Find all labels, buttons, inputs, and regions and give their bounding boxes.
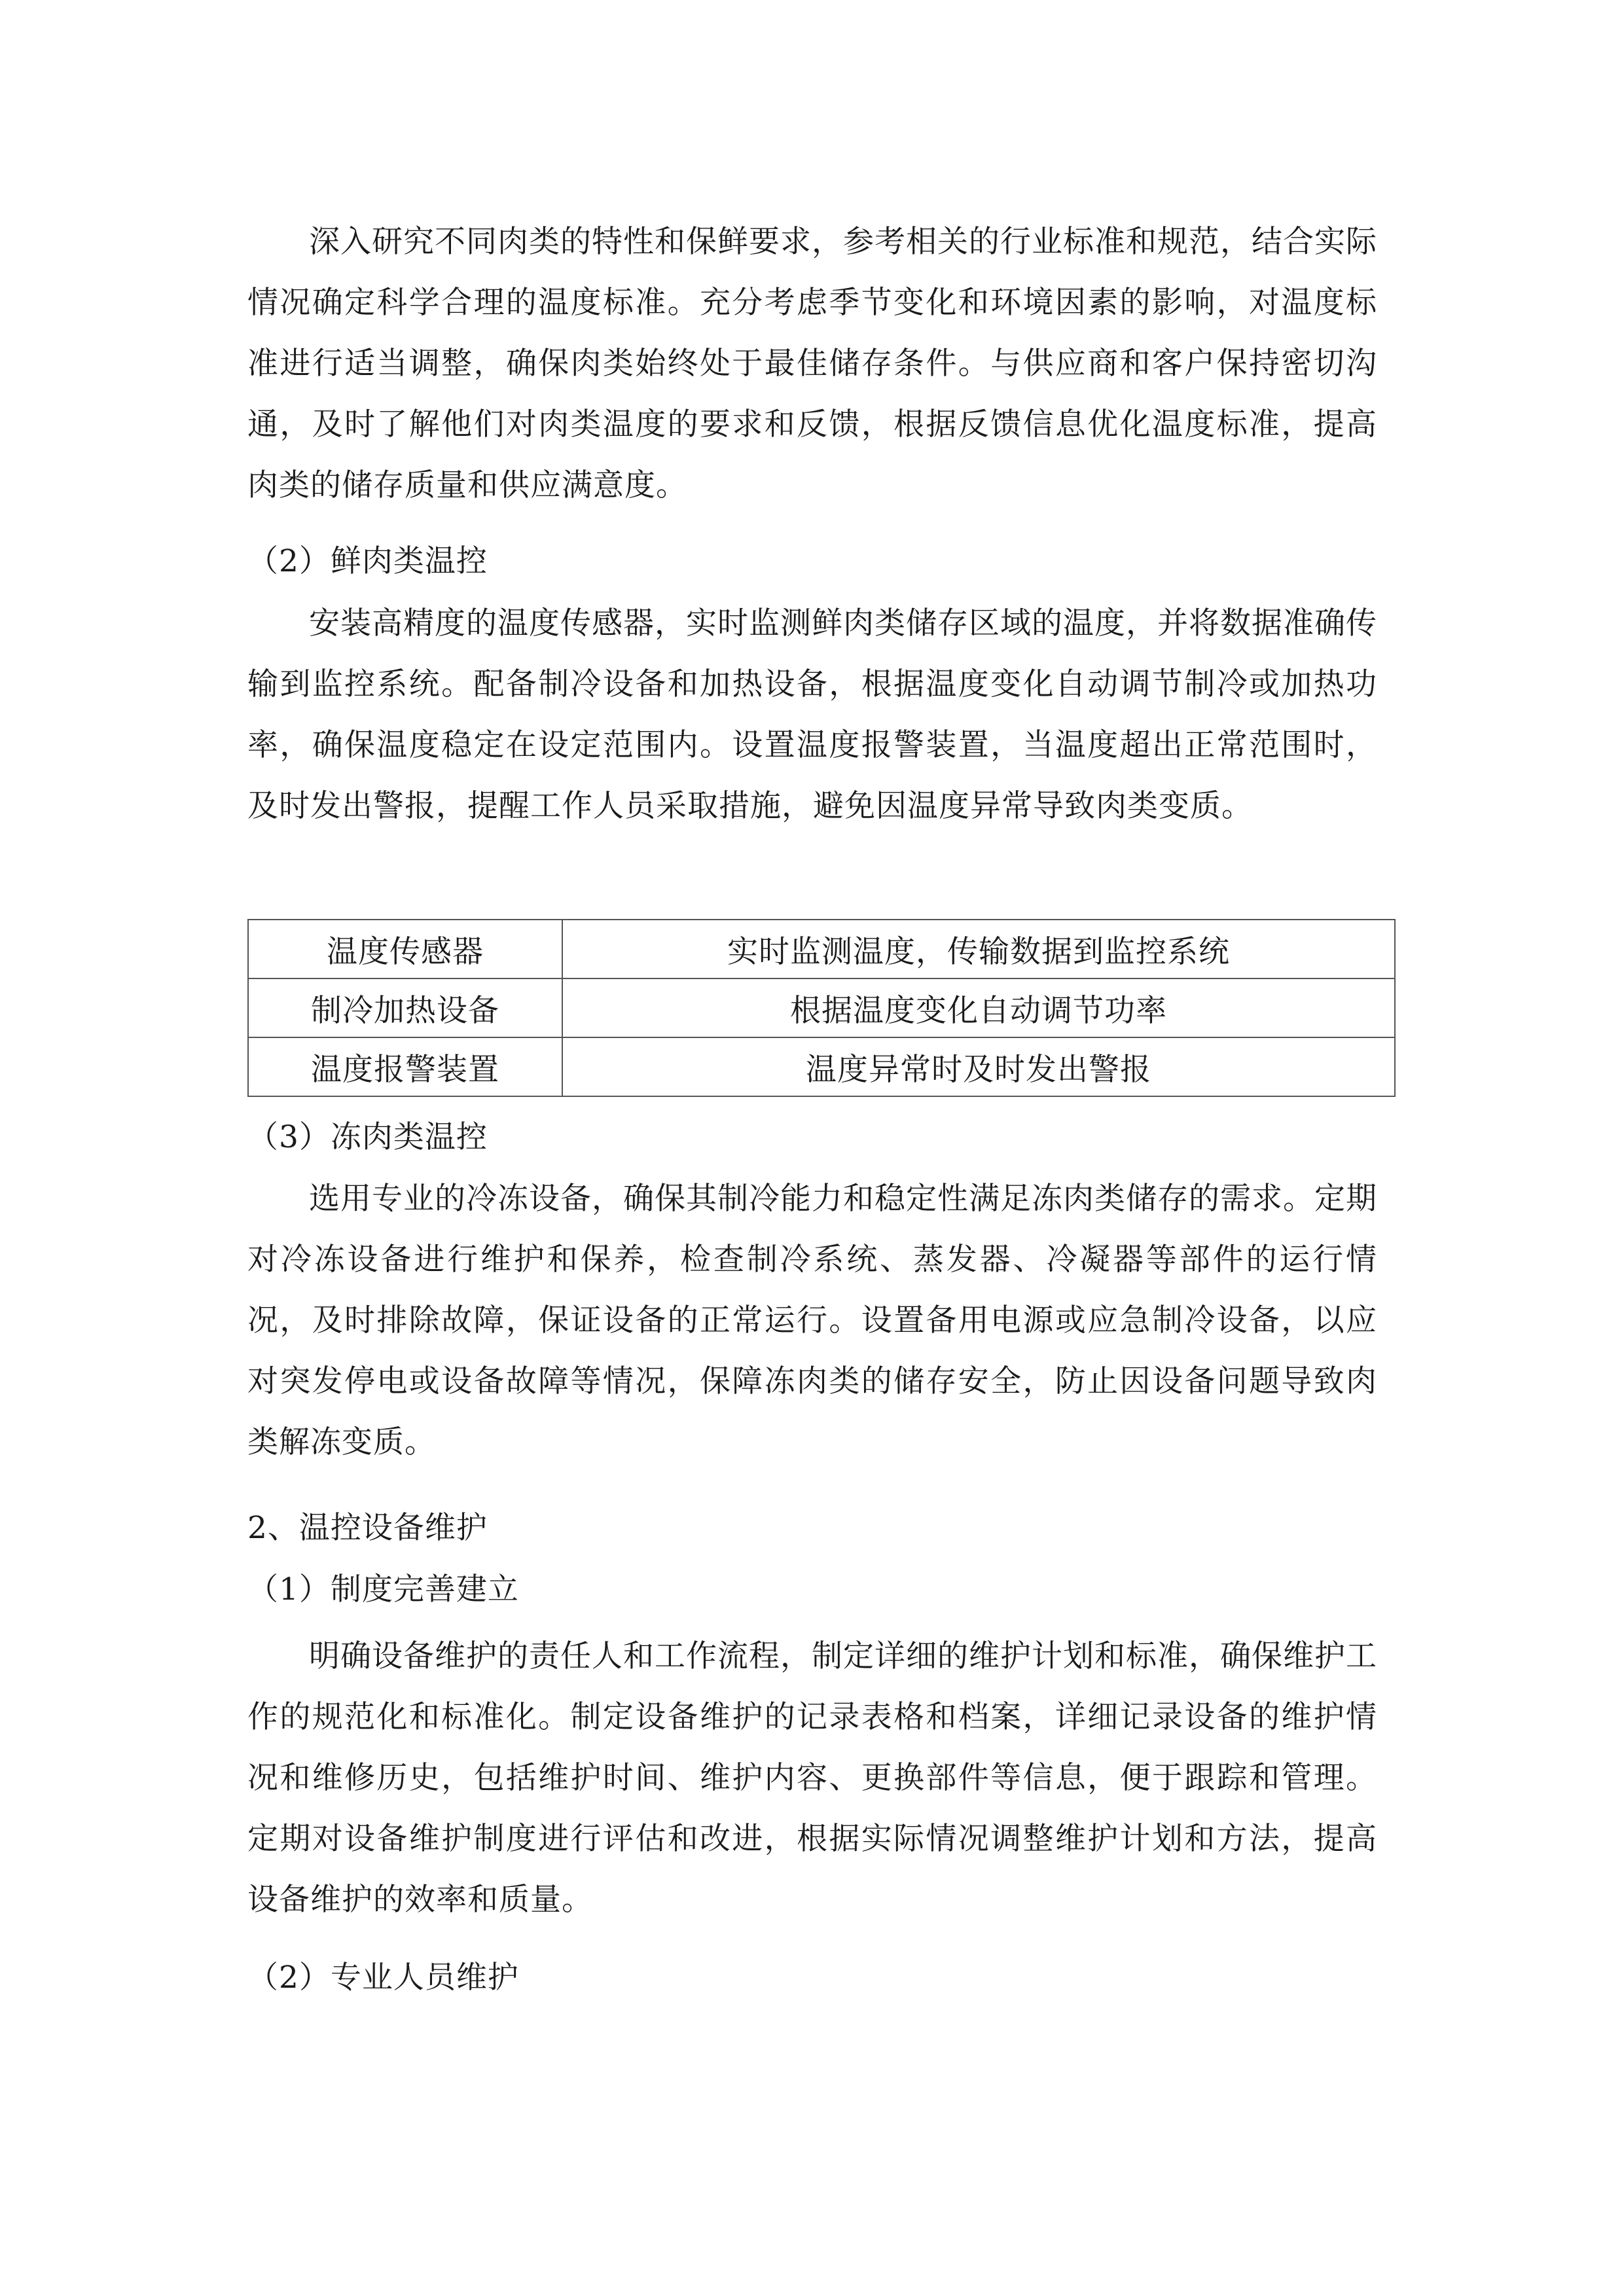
paragraph-maintenance-system: 明确设备维护的责任人和工作流程，制定详细的维护计划和标准，确保维护工作的规范化和标准化。制定设备维护的记录表格和档案，详细记录设备的维护情况和维修历史，包括维护时间、维护内容、更换部件等信息，便于跟踪和管理。定期对设备维护制度进行评估和改进，根据实际情况调整维护计划和方法，提高设备维护的效率和质量。 xyxy=(247,1638,1377,1918)
table-cell-device: 制冷加热设备 xyxy=(248,978,562,1037)
heading-equipment-maintenance: 2、温控设备维护 xyxy=(247,1510,488,1546)
heading-fresh-meat-temperature-control: （2）鲜肉类温控 xyxy=(247,543,488,579)
heading-professional-maintenance: （2）专业人员维护 xyxy=(247,1960,519,1996)
table-cell-device: 温度报警装置 xyxy=(248,1037,562,1096)
table-cell-function: 根据温度变化自动调节功率 xyxy=(562,978,1395,1037)
table-cell-function: 温度异常时及时发出警报 xyxy=(562,1037,1395,1096)
table-cell-function: 实时监测温度，传输数据到监控系统 xyxy=(562,920,1395,978)
table-row xyxy=(248,978,1395,1037)
paragraph-frozen-meat: 选用专业的冷冻设备，确保其制冷能力和稳定性满足冻肉类储存的需求。定期对冷冻设备进行维护和保养，检查制冷系统、蒸发器、冷凝器等部件的运行情况，及时排除故障，保证设备的正常运行。设置备用电源或应急制冷设备，以应对突发停电或设备故障等情况，保障冻肉类的储存安全，防止因设备问题导致肉类解冻变质。 xyxy=(247,1181,1377,1460)
table-row xyxy=(248,920,1395,978)
table-cell-device: 温度传感器 xyxy=(248,920,562,978)
paragraph-fresh-meat: 安装高精度的温度传感器，实时监测鲜肉类储存区域的温度，并将数据准确传输到监控系统。配备制冷设备和加热设备，根据温度变化自动调节制冷或加热功率，确保温度稳定在设定范围内。设置温度报警装置，当温度超出正常范围时，及时发出警报，提醒工作人员采取措施，避免因温度异常导致肉类变质。 xyxy=(247,605,1377,824)
heading-frozen-meat-temperature-control: （3）冻肉类温控 xyxy=(247,1119,488,1155)
equipment-table xyxy=(247,919,1396,1097)
heading-system-establishment: （1）制度完善建立 xyxy=(247,1571,519,1607)
table-row xyxy=(248,1037,1395,1096)
paragraph-temperature-standard: 深入研究不同肉类的特性和保鲜要求，参考相关的行业标准和规范，结合实际情况确定科学合理的温度标准。充分考虑季节变化和环境因素的影响，对温度标准进行适当调整，确保肉类始终处于最佳储存条件。与供应商和客户保持密切沟通，及时了解他们对肉类温度的要求和反馈，根据反馈信息优化温度标准，提高肉类的储存质量和供应满意度。 xyxy=(247,224,1377,503)
